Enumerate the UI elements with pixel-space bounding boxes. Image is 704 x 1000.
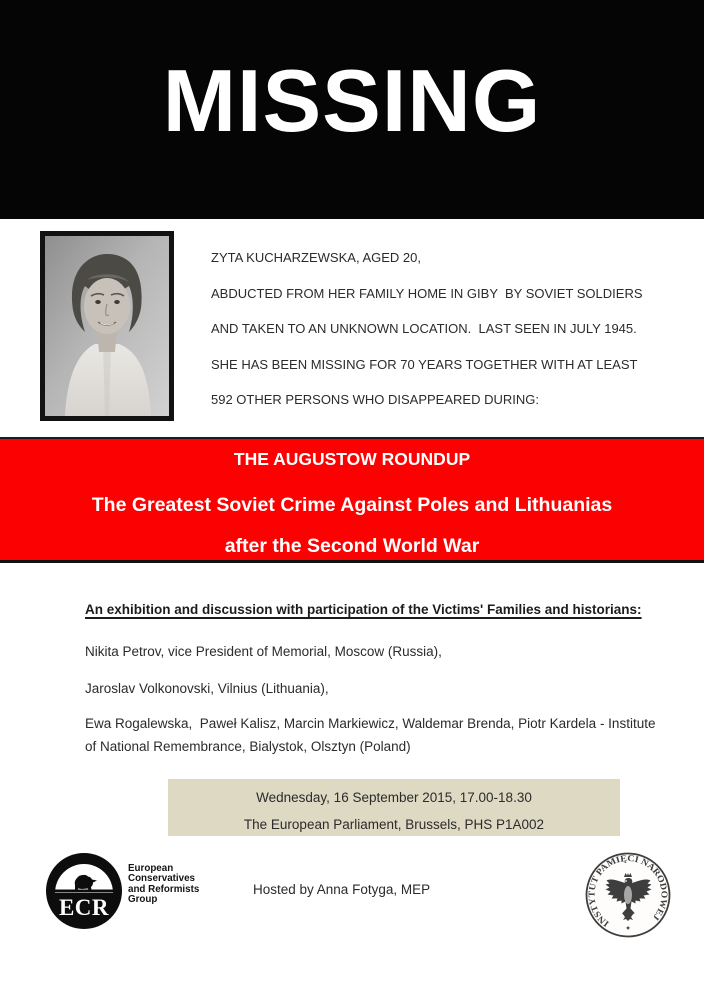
- exhibition-heading: An exhibition and discussion with participation of the Victims' Families and historians:: [85, 602, 642, 617]
- fact-line: 592 OTHER PERSONS WHO DISAPPEARED DURING:: [211, 392, 539, 408]
- participant-line: Jaroslav Volkonovski, Vilnius (Lithuania),: [85, 681, 329, 696]
- participant-line: Ewa Rogalewska, Paweł Kalisz, Marcin Markiewicz, Waldemar Brenda, Piotr Kardela - Institute of National Remembrance, Bialystok, Olsztyn (Poland): [85, 716, 660, 754]
- ecr-name-line: and Reformists: [128, 883, 200, 895]
- portrait-photo-image: [45, 236, 169, 416]
- banner-title: THE AUGUSTOW ROUNDUP: [233, 449, 471, 469]
- ipn-seal-icon: [584, 851, 672, 939]
- ecr-name-line: Group: [128, 893, 158, 905]
- ipn-seal-ornament: ✦: [625, 925, 631, 933]
- poster-title: MISSING: [162, 50, 542, 150]
- fact-line: ZYTA KUCHARZEWSKA, AGED 20,: [211, 250, 421, 265]
- ecr-group-name: [128, 864, 199, 905]
- ecr-name-line: Conservatives: [128, 873, 195, 885]
- venue-box: [168, 779, 620, 836]
- fact-line: AND TAKEN TO AN UNKNOWN LOCATION. LAST SEEN IN JULY 1945.: [211, 321, 637, 337]
- portrait-photo: [40, 231, 174, 421]
- ipn-seal-circular-text: INSTYTUT PAMIĘCI NARODOWEJ: [586, 852, 670, 929]
- venue-datetime: Wednesday, 16 September 2015, 17.00-18.30: [256, 790, 532, 805]
- participant-line: Nikita Petrov, vice President of Memorial, Moscow (Russia),: [85, 644, 442, 659]
- fact-line: SHE HAS BEEN MISSING FOR 70 YEARS TOGETHER WITH AT LEAST: [211, 356, 638, 372]
- ipn-seal: [584, 851, 672, 939]
- missing-person-facts: [211, 240, 701, 418]
- banner-subtitle: The Greatest Soviet Crime Against Poles and Lithuanias: [91, 494, 613, 516]
- hosted-by-text: Hosted by Anna Fotyga, MEP: [253, 882, 431, 897]
- venue-location: The European Parliament, Brussels, PHS P1A002: [243, 817, 545, 832]
- ecr-logo-icon: [45, 852, 123, 930]
- ecr-acronym-text: ECR: [58, 895, 110, 920]
- ecr-logo: [45, 852, 123, 930]
- fact-line: ABDUCTED FROM HER FAMILY HOME IN GIBY BY SOVIET SOLDIERS: [211, 285, 643, 301]
- black-header-band: [0, 0, 704, 219]
- ecr-name-line: European: [128, 863, 174, 874]
- banner-subtitle-2: after the Second World War: [224, 535, 480, 557]
- red-title-banner: [0, 437, 704, 563]
